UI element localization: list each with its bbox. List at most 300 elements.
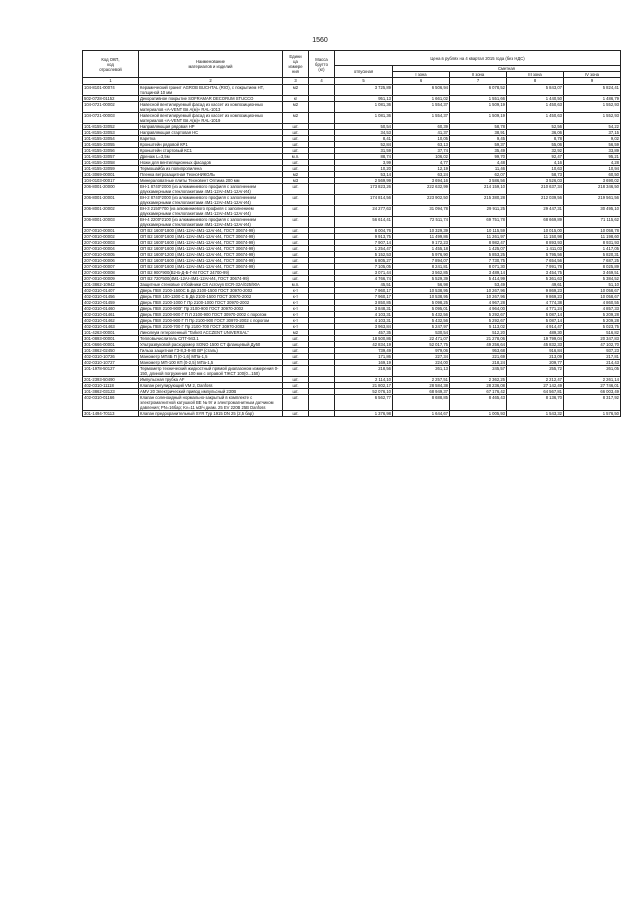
cell-code: 207-0010-00002 [83,234,139,240]
cell-zone1-price: 1 455,18 [393,246,450,252]
table-row [83,184,621,195]
cell-release-price: 88,74 [335,154,393,160]
col-index-9: 9 [564,78,621,85]
cell-name: Направляющая стартовая НС [139,130,283,136]
cell-zone2-price: 6 078,52 [450,85,507,96]
cell-zone2-price: 1 425,07 [450,246,507,252]
cell-zone4-price: 1 417,05 [564,246,621,252]
cell-zone3-price: 3 454,75 [507,270,564,276]
cell-unit: м2 [283,102,309,113]
cell-unit: м.п. [283,282,309,288]
cell-name: ОП В2 900*900(В2-Б-Д-Б-Г-М ГОСТ 24700-99) [139,270,283,276]
cell-zone2-price: 28 236,08 [450,383,507,389]
cell-zone2-price: 4 967,28 [450,300,507,306]
cell-name: Декоративное покрытие SOFRAMAR DECORUM STUCCO [139,96,283,102]
cell-name: Направляющая рядовая НР [139,124,283,130]
cell-name: Каретка [139,136,283,142]
cell-zone2-price: 67 176,42 [450,389,507,395]
cell-zone2-price: 10 115,59 [450,228,507,234]
cell-zone3-price: 1 411,03 [507,246,564,252]
cell-zone3-price: 7 991,78 [507,264,564,270]
cell-unit: шт. [283,148,309,154]
cell-zone4-price: 11 198,60 [564,234,621,240]
cell-unit: к-т [283,306,309,312]
cell-name: Дверь ПВХ 2100-1000 Г Пр 2100-1000 ГОСТ 30970-2002 [139,300,283,306]
cell-zone2-price: 3 586,56 [450,178,507,184]
cell-zone4-price: 5 820,31 [564,252,621,258]
cell-name: Пленка ветрозащитная ТехноНИКОЛЬ [139,172,283,178]
cell-release-price: 7 907,14 [335,240,393,246]
cell-zone4-price: 3 469,51 [564,270,621,276]
cell-zone1-price: 5 976,90 [393,252,450,258]
cell-zone2-price: 5 113,02 [450,324,507,330]
cell-zone4-price: 5 209,28 [564,312,621,318]
cell-zone1-price: 31 094,78 [393,206,450,217]
cell-zone4-price: 261,05 [564,366,621,377]
cell-unit: шт. [283,366,309,377]
cell-release-price: 7 960,17 [335,294,393,300]
cell-zone1-price: 5 432,56 [393,312,450,318]
cell-release-price: 1 254,47 [335,246,393,252]
cell-unit: к-т [283,312,309,318]
cell-name: Линолеум гетерогенный "Tarkett ACCZENT UNIVERSAL" [139,330,283,336]
cell-zone2-price: 218,24 [450,360,507,366]
table-row [83,85,621,96]
cell-release-price: 171,86 [335,354,393,360]
cell-zone3-price: 1 450,63 [507,113,564,124]
cell-zone4-price: 47 102,70 [564,342,621,348]
cell-unit: шт. [283,264,309,270]
cell-unit: шт. [283,411,309,417]
cell-zone3-price: 3 526,03 [507,178,564,184]
cell-name: Клапан предохранительный SYR Typ 1915 DN 25 (2,5 бар) [139,411,283,417]
cell-code: 402-0310-01459 [83,300,139,306]
cell-mass [309,85,335,96]
header-zone-2: II зона [450,72,507,78]
cell-zone3-price: 45 832,33 [507,342,564,348]
cell-mass [309,411,335,417]
cell-code: 402-0310-10726 [83,354,139,360]
cell-zone1-price: 261,13 [393,366,450,377]
cell-zone2-price: 8 071,30 [450,264,507,270]
cell-zone4-price: 27 746,01 [564,383,621,389]
cell-zone2-price: 1 509,19 [450,102,507,113]
cell-zone3-price: 4 771,24 [507,306,564,312]
cell-zone1-price: 3 694,16 [393,178,450,184]
cell-name: Гильза защитная ГЗ-8,3-8-80 ВР (сталь) [139,348,283,354]
cell-unit: шт. [283,354,309,360]
cell-zone4-price: 8 025,89 [564,264,621,270]
cell-zone1-price: 227,34 [393,354,450,360]
cell-release-price: 45,51 [335,282,393,288]
cell-release-price: 8 004,76 [335,228,393,234]
cell-zone1-price: 12,19 [393,166,450,172]
cell-name: Минераловатные плиты Техновент Оптима 200 мм [139,178,283,184]
cell-code: 207-0010-00004 [83,246,139,252]
cell-release-price: 1 081,36 [335,102,393,113]
cell-mass [309,195,335,206]
cell-zone3-price: 5 087,14 [507,318,564,324]
cell-code: 402-0310-01456 [83,294,139,300]
cell-zone4-price: 95,21 [564,154,621,160]
cell-zone4-price: 33,89 [564,148,621,154]
table-row [83,366,621,377]
cell-zone1-price: 52 017,75 [393,342,450,348]
header-zone-3: III зона [507,72,564,78]
cell-zone1-price: 1 661,02 [393,96,450,102]
cell-release-price: 42 834,19 [335,342,393,348]
cell-zone2-price: 49 256,64 [450,342,507,348]
cell-zone2-price: 5 292,67 [450,318,507,324]
cell-unit: шт. [283,234,309,240]
cell-zone1-price: 5 098,25 [393,300,450,306]
cell-code: 101-8155-33053 [83,130,139,136]
cell-mass [309,395,335,411]
cell-unit: к-т [283,324,309,330]
cell-unit: шт. [283,377,309,383]
cell-mass [309,366,335,377]
cell-code: 104-0721-00002 [83,102,139,113]
cell-name: ОП В2 1600*1800 (4М1-12Ar-4М1-12Ar-И4, ГОСТ 30674-99) [139,228,283,234]
cell-code: 101-4263-00001 [83,330,139,336]
cell-name: Ультразвуковой расходомер SONO 1500 CT фланцевый Ду50 [139,342,283,348]
cell-unit: шт. [283,395,309,411]
cell-code: 402-0310-01460 [83,306,139,312]
cell-zone2-price: 2 362,25 [450,377,507,383]
cell-release-price: 9 913,75 [335,234,393,240]
cell-zone2-price: 35,49 [450,148,507,154]
cell-name: Кронштейн стартовый КС1 [139,148,283,154]
cell-zone3-price: 52,56 [507,124,564,130]
cell-zone3-price: 10,63 [507,166,564,172]
cell-zone4-price: 8 931,93 [564,240,621,246]
cell-zone1-price: 7 894,07 [393,258,450,264]
cell-name: Дренаж L=3,5м [139,154,283,160]
cell-zone3-price: 213,09 [507,354,564,360]
cell-unit: шт. [283,130,309,136]
cell-unit: шт. [283,270,309,276]
cell-zone4-price: 10,94 [564,166,621,172]
cell-code: 101-3862-02450 [83,348,139,354]
cell-zone1-price: 22 471,07 [393,336,450,342]
cell-zone3-price: 19 799,04 [507,336,564,342]
cell-zone3-price: 489,30 [507,330,564,336]
cell-zone3-price: 9 869,23 [507,288,564,294]
cell-unit: м2 [283,172,309,178]
cell-name: ОП В2 1600*1600 (4М1-12Ar-4М1-12Ar-И4, ГОСТ 30674-99) [139,264,283,270]
cell-zone1-price: 63,24 [393,172,450,178]
cell-zone3-price: 212 039,56 [507,195,564,206]
cell-zone1-price: 2 257,51 [393,377,450,383]
cell-unit: к-т [283,318,309,324]
cell-unit: шт. [283,342,309,348]
cell-code: 101-8155-33052 [83,124,139,130]
cell-code: 101-8155-33055 [83,142,139,148]
cell-name: Дверь ПВХ 2100-1500С Б Дв 2100-1500 ГОСТ 30970-2002 [139,288,283,294]
cell-zone4-price: 37,15 [564,130,621,136]
cell-mass [309,217,335,228]
cell-zone3-price: 68 669,89 [507,217,564,228]
cell-zone1-price: 10 538,95 [393,288,450,294]
header-price-group: Цена в рублях на 4 квартал 2015 года (без НДС) [335,51,621,66]
cell-zone1-price: 72 511,74 [393,217,450,228]
cell-release-price: 52,84 [335,142,393,148]
cell-code: 101-1978-50127 [83,366,139,377]
cell-code: 402-0310-01461 [83,312,139,318]
cell-zone2-price: 99,70 [450,154,507,160]
cell-zone2-price: 21 278,06 [450,336,507,342]
cell-release-price: 50,54 [335,124,393,130]
cell-zone3-price: 916,84 [507,348,564,354]
cell-zone3-price: 4,16 [507,160,564,166]
cell-zone1-price: 224,00 [393,360,450,366]
cell-zone1-price: 1 644,67 [393,411,450,417]
cell-mass [309,206,335,217]
cell-name: ОП В2 1600*1600 (4М1-12Ar-4М1-12Ar-И4, ГОСТ 30674-99) [139,258,283,264]
column-index-row [83,78,621,85]
cell-release-price: 8,41 [335,136,393,142]
cell-zone4-price: 3 690,02 [564,178,621,184]
cell-name: Импульсная трубка AF [139,377,283,383]
cell-zone4-price: 217,81 [564,354,621,360]
cell-name: ОП В2 1600*1200 (4М1-12Ar-4М1-12Ar-И4, ГОСТ 30674-99) [139,252,283,258]
cell-zone2-price: 1 509,19 [450,113,507,124]
price-table [82,50,621,417]
cell-release-price: 739,49 [335,348,393,354]
cell-zone4-price: 937,23 [564,348,621,354]
cell-code: 101-3862-10942 [83,282,139,288]
cell-release-price: 5 152,53 [335,252,393,258]
cell-zone3-price: 2 212,47 [507,377,564,383]
cell-unit: к-т [283,288,309,294]
cell-release-price: 3 848,31 [335,306,393,312]
cell-zone2-price: 1 005,93 [450,411,507,417]
cell-zone1-price: 28 584,38 [393,383,450,389]
cell-zone3-price: 49,61 [507,282,564,288]
cell-zone2-price: 9,45 [450,136,507,142]
cell-zone2-price: 1 551,66 [450,96,507,102]
cell-code: 402-0310-01462 [83,318,139,324]
cell-zone3-price: 8 136,70 [507,395,564,411]
cell-name: Навесной вентилируемый фасад из кассет из композиционных материалов «А-VENT Вв А(м)» RAL-1013 [139,102,283,113]
cell-name: Дверь ПВХ 2100-700 Г Пр 2100-700 ГОСТ 30970-2002 [139,324,283,330]
cell-zone2-price: 38,91 [450,130,507,136]
cell-code: 402-0310-01407 [83,288,139,294]
cell-code: 402-0310-01463 [83,324,139,330]
cell-unit: шт. [283,228,309,234]
cell-zone4-price: 2 261,14 [564,377,621,383]
cell-code: 301-1494-70113 [83,411,139,417]
cell-unit: шт. [283,348,309,354]
header-row-1 [83,51,621,66]
cell-unit: шт. [283,383,309,389]
cell-zone1-price: 63,13 [393,142,450,148]
cell-release-price: 21 802,17 [335,383,393,389]
cell-zone3-price: 92,47 [507,154,564,160]
col-index-8: 8 [507,78,564,85]
cell-unit: шт. [283,389,309,395]
cell-release-price: 4 766,74 [335,276,393,282]
cell-zone1-price: 10 329,39 [393,228,450,234]
cell-release-price: 951,13 [335,96,393,102]
cell-name: Манометр МП4Б П (0-1,6) МПа-1,5 [139,354,283,360]
cell-zone3-price: 1 440,50 [507,96,564,102]
cell-name: ВН-2 8740*2000 (из алюминиевого профиля с заполнением двухкамерными стеклопакетами 4М1-12Ar-4М1-12Ar-И4) [139,195,283,206]
cell-zone3-price: 10 015,00 [507,228,564,234]
cell-zone1-price: 6 506,94 [393,85,450,96]
cell-zone3-price: 8,78 [507,136,564,142]
cell-zone4-price: 1 486,79 [564,96,621,102]
cell-code: 402-0310-10727 [83,360,139,366]
cell-name: Клапан регулирующий VM 2, Danfoss [139,383,283,389]
cell-zone4-price: 5 023,75 [564,324,621,330]
cell-release-price: 4 103,31 [335,318,393,324]
cell-zone3-price: 27 142,49 [507,383,564,389]
cell-code: 206-8001-20002 [83,206,139,217]
cell-zone4-price: 71 115,62 [564,217,621,228]
cell-name: ВН-4 2200*2100 (из алюминиевого профиля с заполнением двухкамерными стеклопакетами 4М1-12Ar-4М1-12Ar-И4) [139,217,283,228]
cell-mass [309,102,335,113]
cell-release-price: 31,59 [335,148,393,154]
cell-unit: м3 [283,178,309,184]
cell-release-price: 24 277,63 [335,206,393,217]
cell-zone4-price: 8 317,92 [564,395,621,411]
cell-zone1-price: 106,02 [393,154,450,160]
cell-code: 207-0010-00005 [83,252,139,258]
cell-zone4-price: 51,10 [564,282,621,288]
cell-name: Клапан соленоидный нормально-закрытый в комплекте с электромагнитной катушкой BE № 9т и электромагнитным датчиком давления; PN=16бар; Kv=11 м3/ч диам. 25 EV 220B 25B Danfoss [139,395,283,411]
cell-zone3-price: 5 087,14 [507,312,564,318]
cell-release-price: 18 500,86 [335,336,393,342]
cell-name: ВН-3 2150*700 (из алюминиевого профиля с заполнением двухкамерными стеклопакетами 4М1-12Ar-4М1-12Ar-И4) [139,206,283,217]
cell-release-price: 1 081,36 [335,113,393,124]
cell-unit: шт. [283,246,309,252]
cell-code: 206-8001-20001 [83,195,139,206]
cell-zone1-price: 223 902,50 [393,195,450,206]
col-index-2: 2 [139,78,283,85]
cell-zone4-price: 7 687,25 [564,258,621,264]
cell-code: 301-0666-00001 [83,342,139,348]
cell-zone2-price: 4 964,00 [450,306,507,312]
col-index-4: 4 [309,78,335,85]
cell-zone3-price: 36,06 [507,130,564,136]
cell-unit: шт. [283,240,309,246]
cell-zone2-price: 8 982,47 [450,240,507,246]
cell-name: Ножи для вентиляционных фасадов [139,160,283,166]
cell-release-price: 6 562,77 [335,395,393,411]
cell-code: 207-0010-00009 [83,276,139,282]
cell-unit: шт. [283,206,309,217]
cell-unit: шт. [283,217,309,228]
cell-release-price: 457,35 [335,330,393,336]
cell-zone3-price: 32,92 [507,148,564,154]
cell-unit: шт. [283,136,309,142]
cell-zone3-price: 5 795,56 [507,252,564,258]
cell-code: 101-3862-03123 [83,389,139,395]
cell-zone1-price: 1 554,37 [393,113,450,124]
cell-zone2-price: 11,46 [450,166,507,172]
cell-zone1-price: 10,05 [393,136,450,142]
cell-zone4-price: 1 576,50 [564,411,621,417]
cell-zone2-price: 215 380,28 [450,195,507,206]
cell-zone1-price: 8 241,81 [393,264,450,270]
cell-zone1-price: 8 688,85 [393,395,450,411]
cell-name: Дверь ПВХ 2100-900 Г П Л 2100-900 ГОСТ 30970-2002 с порогом [139,312,283,318]
cell-zone3-price: 64 567,81 [507,389,564,395]
cell-zone4-price: 4 857,33 [564,306,621,312]
cell-zone1-price: 5 095,01 [393,306,450,312]
cell-release-price: 4 103,31 [335,312,393,318]
cell-zone2-price: 10 267,96 [450,288,507,294]
cell-code: 101-8155-33056 [83,148,139,154]
cell-name: ОП В2 1600*1600 (4М1-12Ar-4М1-12Ar-И4, ГОСТ 30674-99) [139,240,283,246]
header-name: Наименование материалов и изделий [139,51,283,78]
cell-release-price: 10,20 [335,166,393,172]
cell-name: Дверь ПВХ 2100-900 Г П Пр 2100-900 ГОСТ 30970-2002 с порогом [139,318,283,324]
cell-zone3-price: 255,72 [507,366,564,377]
cell-code: 207-0010-00001 [83,228,139,234]
cell-zone1-price: 68 949,37 [393,389,450,395]
table-row [83,217,621,228]
cell-zone3-price: 7 654,56 [507,258,564,264]
cell-name: ОП В2 1600*1600 (4М1-12Ar-4М1-12Ar-И4, ГОСТ 30674-99) [139,246,283,252]
cell-code: 101-8155-33058 [83,160,139,166]
cell-zone2-price: 214 159,10 [450,184,507,195]
table-row [83,411,621,417]
cell-unit: к-т [283,300,309,306]
cell-zone3-price: 5 361,63 [507,276,564,282]
cell-zone4-price: 66 003,49 [564,389,621,395]
cell-zone1-price: 1 554,37 [393,102,450,113]
cell-release-price: 3,99 [335,160,393,166]
cell-unit: шт. [283,184,309,195]
cell-zone3-price: 8 893,93 [507,240,564,246]
cell-zone4-price: 4,28 [564,160,621,166]
cell-zone4-price: 5 209,28 [564,318,621,324]
cell-zone1-price: 4,77 [393,160,450,166]
cell-unit: шт. [283,252,309,258]
cell-code: 502-0728-01152 [83,96,139,102]
cell-zone2-price: 69 751,78 [450,217,507,228]
header-zone-1: I зона [393,72,450,78]
cell-zone4-price: 214,43 [564,360,621,366]
cell-zone3-price: 58,73 [507,172,564,178]
header-zone-4: IV зона [564,72,621,78]
cell-zone3-price: 29 447,31 [507,206,564,217]
cell-release-price: 174 814,56 [335,195,393,206]
cell-zone4-price: 10 058,78 [564,228,621,234]
cell-zone4-price: 54,22 [564,124,621,130]
cell-name: ОП В2 1600*1600 (4М1-12Ar-4М1-12Ar-И4, ГОСТ 30674-99) [139,234,283,240]
cell-zone1-price: 41,37 [393,130,450,136]
col-index-3: 3 [283,78,309,85]
cell-zone4-price: 20 347,83 [564,336,621,342]
cell-unit: шт. [283,124,309,130]
cell-zone1-price: 222 632,99 [393,184,450,195]
cell-name: Защитные стеновые отбойники CS Acrovyn ECR-32A/025/90A [139,282,283,288]
cell-name: Дверь ПВХ 100-1300 С Б Дв 2100-1500 ГОСТ 30970-2002 [139,294,283,300]
cell-name: Навесной вентилируемый фасад из кассет из композиционных материалов «А-VENT Вв А(м)» RAL-1019 [139,113,283,124]
cell-release-price: 169,19 [335,360,393,366]
cell-zone4-price: 4 860,55 [564,300,621,306]
cell-unit: м2 [283,330,309,336]
cell-zone1-price: 9 172,23 [393,240,450,246]
cell-zone1-price: 979,06 [393,348,450,354]
cell-zone4-price: 219 561,56 [564,195,621,206]
cell-zone3-price: 55,06 [507,142,564,148]
cell-release-price: 52 076,10 [335,389,393,395]
cell-mass [309,113,335,124]
